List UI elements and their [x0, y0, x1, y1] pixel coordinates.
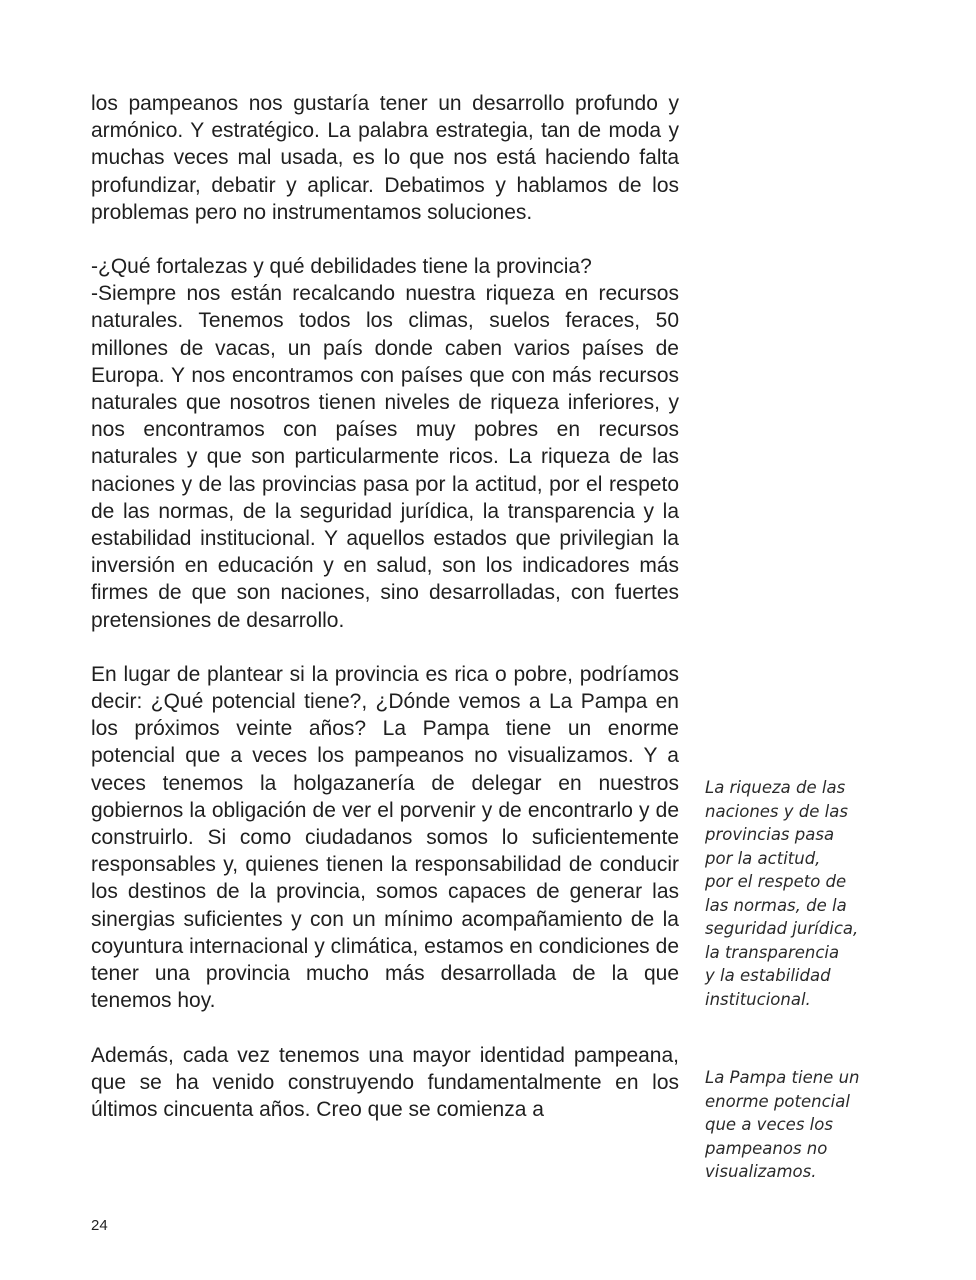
main-text-column: [91, 90, 679, 1150]
paragraph-identity: Además, cada vez tenemos una mayor identidad pampeana, que se ha venido construyendo fundamentalmente en los últimos cincuenta años. Creo que se comienza a: [91, 1043, 679, 1121]
interview-answer: -Siempre nos están recalcando nuestra riqueza en recursos naturales. Tenemos todos los climas, suelos feraces, 50 millones de vacas, un país donde caben varios países de Europa. Y nos encontramos con países que con más recursos naturales que nosotros tienen niveles de riqueza inferiores, y nos encontramos con países muy pobres en recursos naturales y que son particularmente ricos. La riqueza de las naciones y de las provincias pasa por la actitud, por el respeto de las normas, de la seguridad jurídica, la transparencia y la estabilidad institucional. Y aquellos estados que privilegian la inversión en educación y en salud, son los indicadores más firmes de que son naciones, sino desarrolladas, con fuertes pretensiones de desarrollo.: [91, 282, 679, 632]
paragraph-potential: En lugar de plantear si la provincia es rica o pobre, podríamos decir: ¿Qué potencial tiene?, ¿Dónde vemos a La Pampa en los próximos veinte años? La Pampa tiene un enorme potencial que a veces los pampeanos no visualizamos. Y a veces tenemos la holgazanería de delegar en nuestros gobiernos la obligación de ver el porvenir y de encontrarlo y de construirlo. Si como ciudadanos somos lo suficientemente responsables y, quienes tienen la responsabilidad de conducir los destinos de la provincia, somos capaces de generar las sinergias suficientes y con un mínimo acompañamiento de la coyuntura internacional y climática, estamos en condiciones de tener una provincia mucho más desarrollada de la que tenemos hoy.: [91, 662, 679, 1013]
interview-question: -¿Qué fortalezas y qué debilidades tiene la provincia?: [91, 255, 592, 279]
pull-quote-potential: La Pampa tiene un enorme potencial que a veces los pampeanos no visualizamos.: [705, 1068, 860, 1181]
pull-quote-wealth: La riqueza de las naciones y de las provincias pasa por la actitud, por el respeto de las normas, de la seguridad jurídica, la transparencia y la estabilidad institucional.: [705, 778, 859, 1009]
paragraph-intro: los pampeanos nos gustaría tener un desarrollo profundo y armónico. Y estratégico. La palabra estrategia, tan de moda y muchas veces mal usada, es lo que nos está haciendo falta profundizar, debatir y aplicar. Debatimos y hablamos de los problemas pero no instrumentamos soluciones.: [91, 92, 679, 224]
page-number: 24: [91, 1217, 108, 1234]
